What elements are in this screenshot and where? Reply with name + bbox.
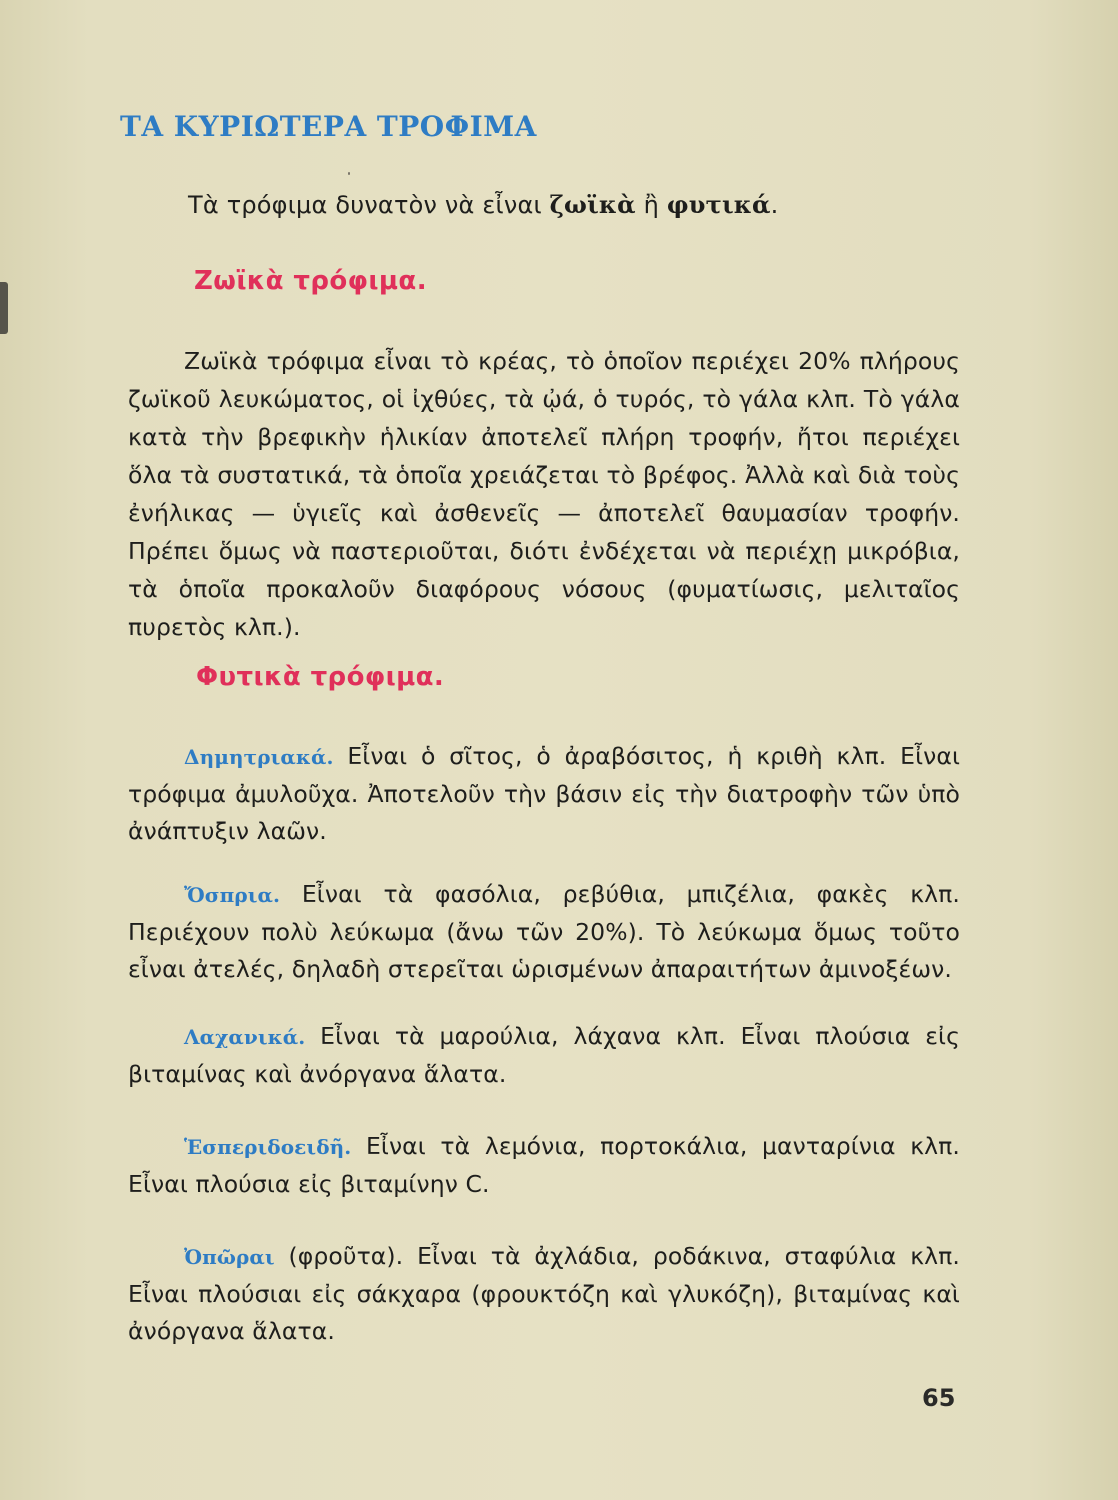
plant-item-legumes-text: Εἶναι τὰ φασόλια, ρεβύθια, μπιζέλια, φακὲς κλπ. Περιέχουν πολὺ λεύκωμα (ἄνω τῶν 20%). Τὸ λεύκωμα ὅμως τοῦτο εἶναι ἀτελές, δηλαδὴ στερεῖται ὡρισμένων ἀπαραιτήτων ἀμινοξέων. (128, 880, 960, 983)
paper-speck (348, 172, 350, 175)
animal-foods-paragraph: Ζωϊκὰ τρόφιμα εἶναι τὸ κρέας, τὸ ὁποῖον περιέχει 20% πλήρους ζωϊκοῦ λευκώματος, οἱ ἰχθύες, τὰ ᾠά, ὁ τυρός, τὸ γάλα κλπ. Τὸ γάλα κατὰ τὴν βρεφικὴν ἡλικίαν ἀποτελεῖ πλήρη τροφήν, ἤτοι περιέχει ὅλα τὰ συστατικά, τὰ ὁποῖα χρειάζεται τὸ βρέφος. Ἀλλὰ καὶ διὰ τοὺς ἐνήλικας — ὑγιεῖς καὶ ἀσθενεῖς — ἀποτελεῖ θαυμασίαν τροφήν. Πρέπει ὅμως νὰ παστεριοῦται, διότι ἐνδέχεται νὰ περιέχῃ μικρόβια, τὰ ὁποῖα προκαλοῦν διαφόρους νόσους (φυματίωσις, μελιταῖος πυρετὸς κλπ.). (128, 347, 960, 641)
plant-item-citrus-text: Εἶναι τὰ λεμόνια, πορτοκάλια, μανταρίνια κλπ. Εἶναι πλούσια εἰς βιταμίνην C. (128, 1132, 960, 1198)
plant-item-legumes (128, 876, 960, 988)
plant-item-fruits-text: (φροῦτα). Εἶναι τὰ ἀχλάδια, ροδάκινα, σταφύλια κλπ. Εἶναι πλούσιαι εἰς σάκχαρα (φρουκτόζη καὶ γλυκόζη), βιταμίνας καὶ ἀνόργανα ἅλατα. (128, 1242, 960, 1345)
plant-foods-heading: Φυτικὰ τρόφιμα. (196, 662, 445, 692)
intro-text-before: Τὰ τρόφιμα δυνατὸν νὰ εἶναι (188, 191, 550, 219)
plant-item-citrus (128, 1128, 960, 1203)
intro-plant-word: φυτικά (666, 190, 771, 219)
animal-foods-heading: Ζωϊκὰ τρόφιμα. (194, 266, 427, 296)
intro-animal-word: ζωϊκὰ (549, 190, 636, 219)
plant-item-citrus-term: Ἑσπεριδοειδῆ. (184, 1135, 352, 1159)
plant-item-cereals-term: Δημητριακά. (184, 745, 334, 769)
intro-text-after: . (770, 191, 779, 219)
plant-item-vegetables (128, 1018, 960, 1093)
intro-sentence (188, 186, 779, 224)
plant-item-vegetables-term: Λαχανικά. (184, 1025, 306, 1049)
plant-item-cereals-text: Εἶναι ὁ σῖτος, ὁ ἀραβόσιτος, ἡ κριθὴ κλπ. Εἶναι τρόφιμα ἀμυλοῦχα. Ἀποτελοῦν τὴν βάσιν εἰς τὴν διατροφὴν τῶν ὑπὸ ἀνάπτυξιν λαῶν. (128, 742, 960, 845)
plant-item-fruits-term: Ὀπῶραι (184, 1245, 275, 1269)
page-number: 65 (922, 1384, 956, 1412)
plant-item-fruits (128, 1238, 960, 1350)
plant-item-legumes-term: Ὄσπρια. (184, 883, 281, 907)
intro-text-middle: ἢ (635, 191, 667, 219)
binding-mark (0, 282, 8, 334)
plant-item-vegetables-text: Εἶναι τὰ μαρούλια, λάχανα κλπ. Εἶναι πλούσια εἰς βιταμίνας καὶ ἀνόργανα ἅλατα. (128, 1022, 960, 1088)
page-title: ΤΑ ΚΥΡΙΩΤΕΡΑ ΤΡΟΦΙΜΑ (120, 110, 537, 143)
plant-item-cereals (128, 738, 960, 850)
